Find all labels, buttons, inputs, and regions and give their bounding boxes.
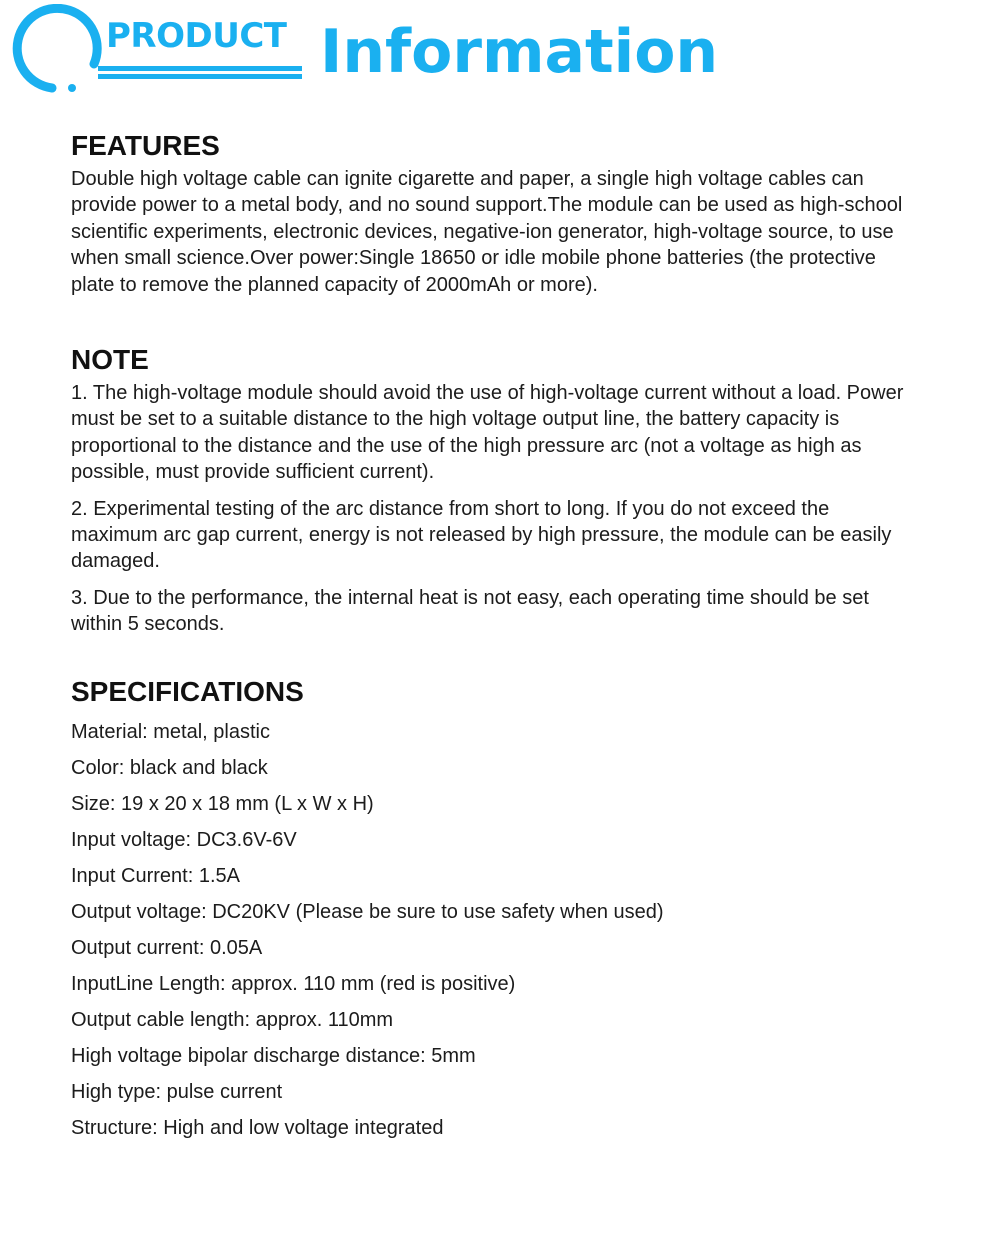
spec-item-input-line-length: InputLine Length: approx. 110 mm (red is positive) (71, 972, 516, 995)
note-item: 2. Experimental testing of the arc distance from short to long. If you do not exceed the maximum arc gap current, energy is not released by high pressure, the module can be easily damaged. (71, 497, 892, 573)
spec-item-structure: Structure: High and low voltage integrated (71, 1116, 444, 1139)
spec-item-discharge-distance: High voltage bipolar discharge distance: 5mm (71, 1044, 476, 1067)
note-section (71, 342, 921, 638)
page-title: Information (320, 17, 719, 87)
features-heading: FEATURES (71, 130, 220, 161)
spec-item-input-current: Input Current: 1.5A (71, 864, 240, 887)
spec-item-input-voltage: Input voltage: DC3.6V-6V (71, 828, 297, 851)
spec-item-type: High type: pulse current (71, 1080, 283, 1103)
page-header (0, 0, 1000, 100)
spec-item-size: Size: 19 x 20 x 18 mm (L x W x H) (71, 792, 374, 815)
product-content (71, 128, 921, 1146)
spec-item-color: Color: black and black (71, 756, 268, 779)
spec-item-output-cable-length: Output cable length: approx. 110mm (71, 1008, 394, 1031)
spec-item-output-current: Output current: 0.05A (71, 936, 263, 959)
spec-item-material: Material: metal, plastic (71, 720, 270, 743)
product-badge: PRODUCT (106, 16, 287, 56)
specifications-heading: SPECIFICATIONS (71, 675, 304, 707)
features-section (71, 128, 921, 298)
note-heading: NOTE (71, 344, 149, 376)
specifications-section (71, 674, 921, 1146)
spec-item-output-voltage: Output voltage: DC20KV (Please be sure to use safety when used) (71, 900, 664, 923)
note-item: 1. The high-voltage module should avoid the use of high-voltage current without a load. Power must be set to a suitable distance to the high voltage output line, the battery capacity is proportional to the distance and the use of the high pressure arc (not a voltage as high as possible, must provide sufficient current). (71, 382, 904, 484)
spec-list (71, 714, 921, 1146)
note-item: 3. Due to the performance, the internal heat is not easy, each operating time should be set within 5 seconds. (71, 586, 869, 636)
features-text: Double high voltage cable can ignite cigarette and paper, a single high voltage cables can provide power to a metal body, and no sound support.The module can be used as high-school scientific experiments, electronic devices, negative-ion generator, high-voltage source, to use when small science.Over power:Single 18650 or idle mobile phone batteries (the protective plate to remove the planned capacity of 2000mAh or more). (71, 168, 903, 296)
